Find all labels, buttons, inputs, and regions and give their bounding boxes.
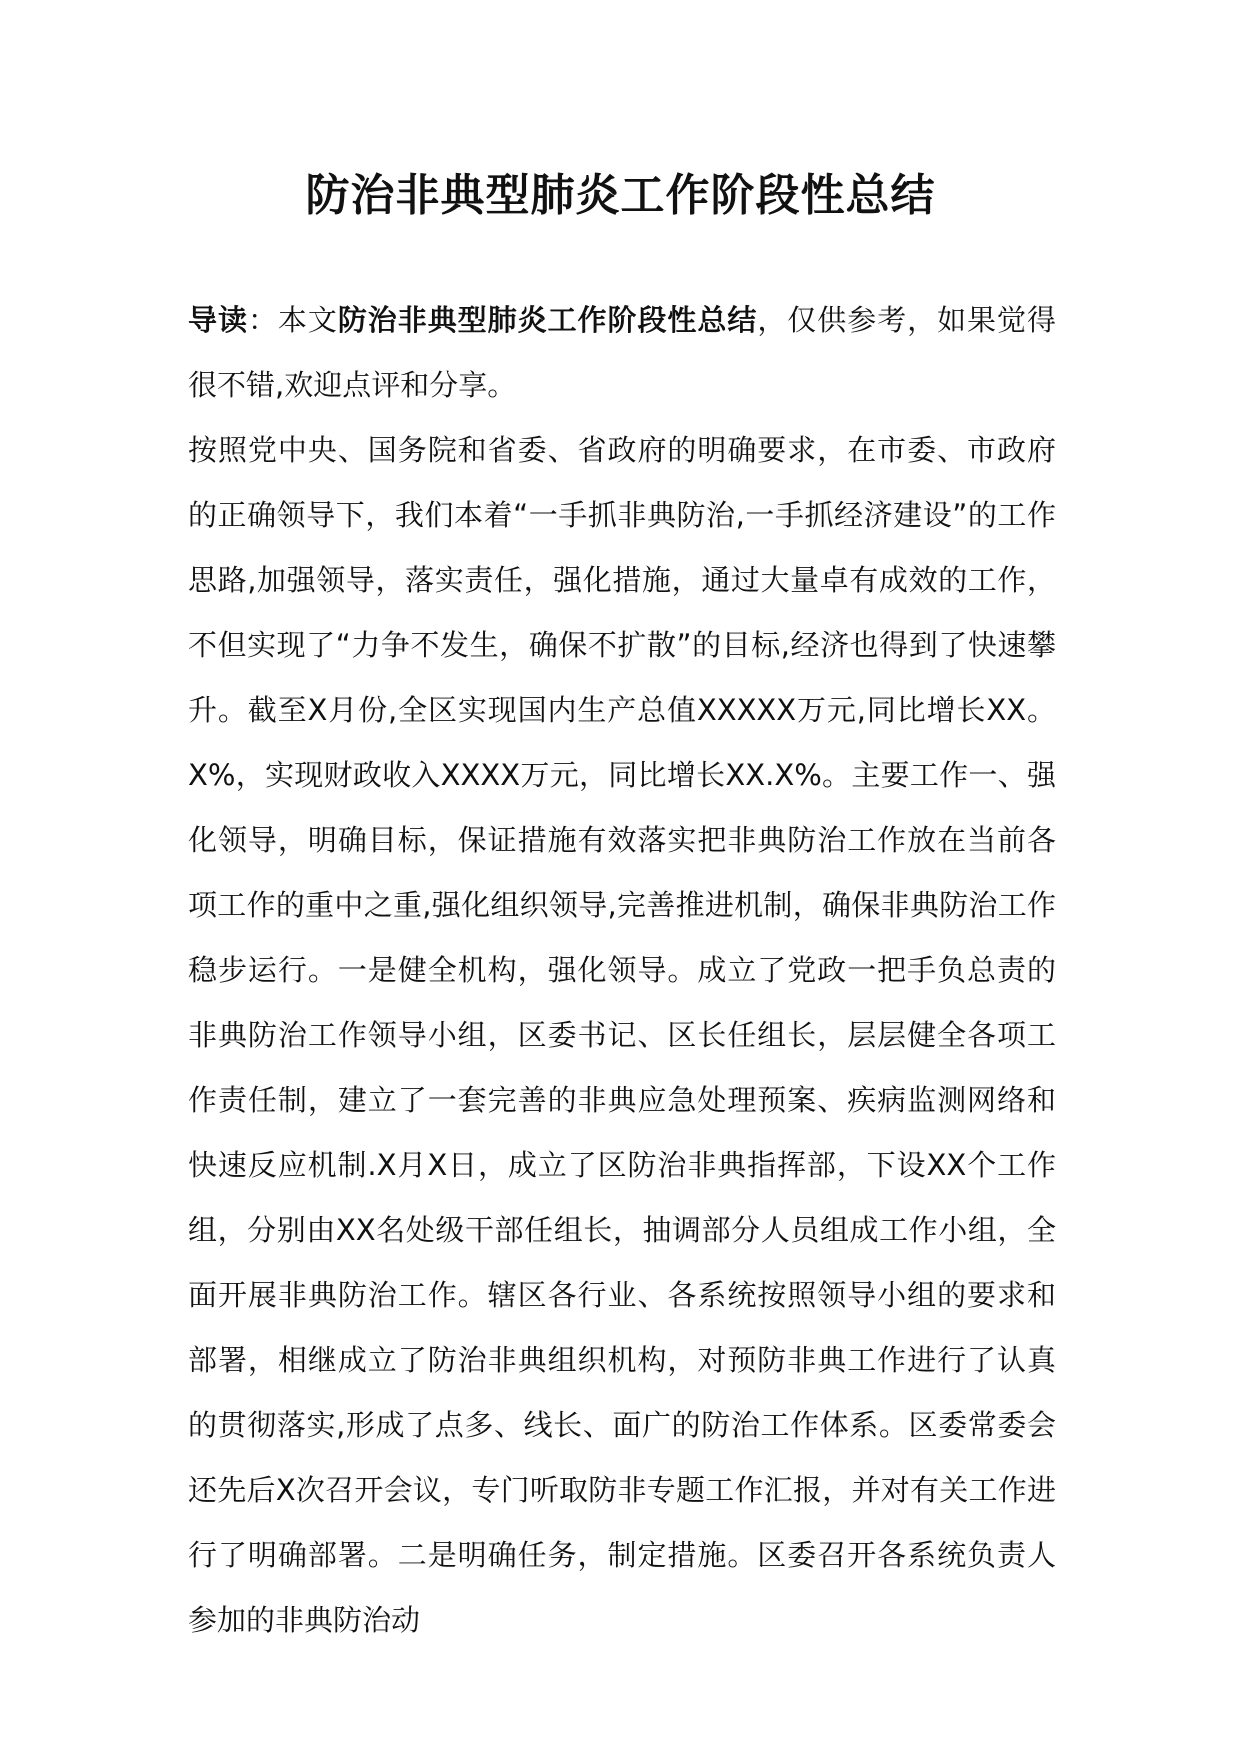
intro-suffix: ，仅供参考，如果觉得很不错,欢迎点评和分享。 xyxy=(188,303,1056,402)
intro-doc-title: 防治非典型肺炎工作阶段性总结 xyxy=(337,303,758,337)
body-paragraph: 按照党中央、国务院和省委、省政府的明确要求，在市委、市政府的正确领导下，我们本着“一手抓非典防治,一手抓经济建设”的工作思路,加强领导，落实责任，强化措施，通过大量卓有成效的工作，不但实现了“力争不发生，确保不扩散”的目标,经济也得到了快速攀升。截至X月份,全区实现国内生产总值XXXXX万元,同比增长XX。X%，实现财政收入XXXX万元，同比增长XX.X%。主要工作一、强化领导，明确目标，保证措施有效落实把非典防治工作放在当前各项工作的重中之重,强化组织领导,完善推进机制，确保非典防治工作稳步运行。一是健全机构，强化领导。成立了党政一把手负总责的非典防治工作领导小组，区委书记、区长任组长，层层健全各项工作责任制，建立了一套完善的非典应急处理预案、疾病监测网络和快速反应机制.X月X日，成立了区防治非典指挥部，下设XX个工作组，分别由XX名处级干部任组长，抽调部分人员组成工作小组，全面开展非典防治工作。辖区各行业、各系统按照领导小组的要求和部署，相继成立了防治非典组织机构，对预防非典工作进行了认真的贯彻落实,形成了点多、线长、面广的防治工作体系。区委常委会还先后X次召开会议，专门听取防非专题工作汇报，并对有关工作进行了明确部署。二是明确任务，制定措施。区委召开各系统负责人参加的非典防治动 xyxy=(188,433,1056,1637)
document-title: 防治非典型肺炎工作阶段性总结 xyxy=(305,170,936,221)
intro-prefix: ：本文 xyxy=(247,303,338,337)
document-body xyxy=(188,288,1056,1653)
intro-label: 导读 xyxy=(188,303,248,337)
intro-paragraph xyxy=(188,288,1056,418)
